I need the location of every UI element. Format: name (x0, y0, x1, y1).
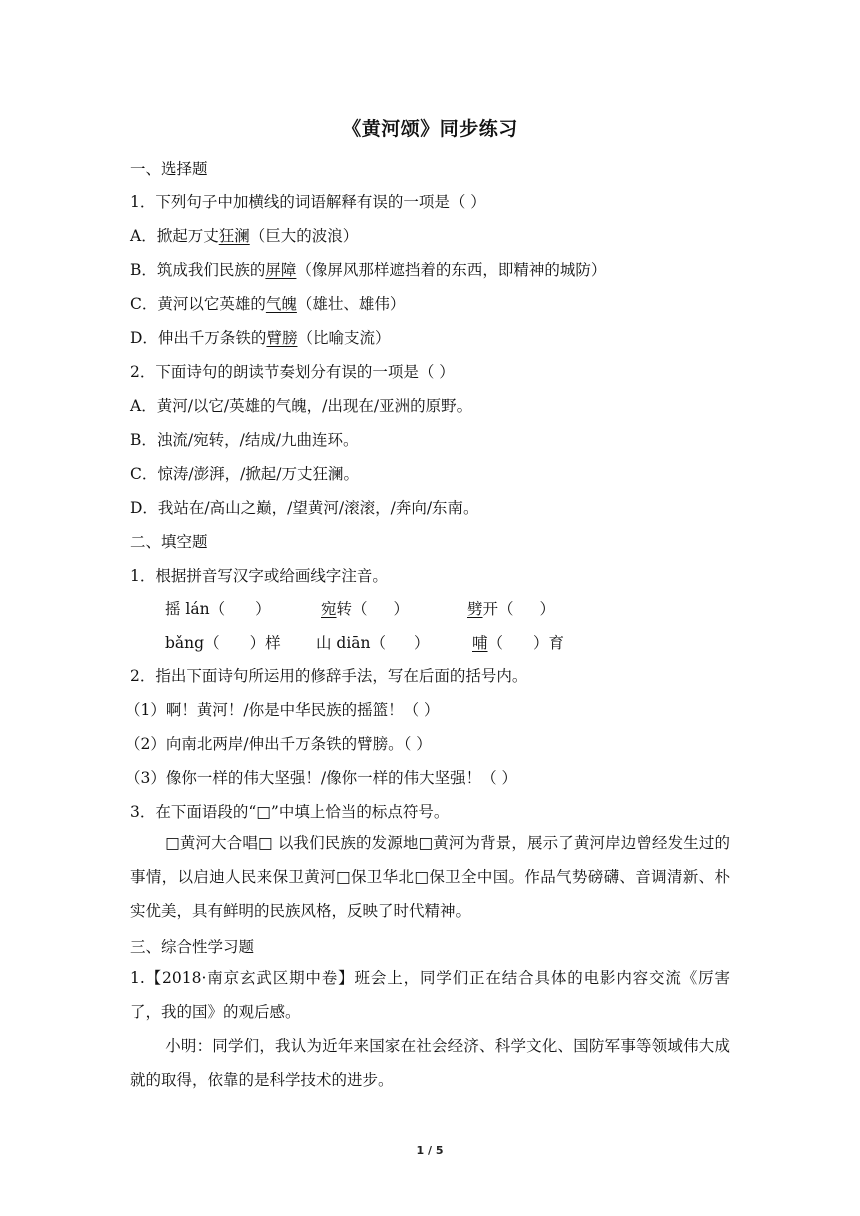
pinyin-item-2-suffix: ） (393, 600, 410, 618)
pinyin-item-4 (165, 631, 281, 653)
fill2-item-2: （2）向南北两岸/伸出千万条铁的臂膀。（ ） (125, 735, 432, 753)
section-heading-fill: 二、填空题 (130, 533, 208, 551)
page-number: 1 / 5 (416, 1144, 444, 1157)
q1-a-prefix: A．掀起万丈 (130, 227, 219, 245)
pinyin-item-1-suffix: ） (255, 600, 271, 618)
pinyin-item-2 (321, 597, 409, 619)
pinyin-item-5-prefix: 山 diān（ (316, 634, 387, 652)
q2-option-a: A．黄河/以它/英雄的气魄，/出现在/亚洲的原野。 (130, 397, 473, 415)
pinyin-item-4-prefix: bǎng（ (165, 634, 220, 652)
q1-c-prefix: C．黄河以它英雄的 (130, 295, 266, 313)
q1-d-suffix: （比喻支流） (297, 329, 391, 347)
fill1-stem: 1．根据拼音写汉字或给画线字注音。 (130, 567, 388, 585)
q2-stem: 2．下面诗句的朗读节奏划分有误的一项是（ ） (130, 363, 455, 381)
q1-a-underlined-word: 狂澜 (218, 227, 250, 245)
q1-b-suffix: （像屏风那样遮挡着的东西，即精神的城防） (296, 261, 607, 279)
pinyin-item-5 (316, 631, 430, 653)
pinyin-item-3-suffix: ） (539, 600, 556, 618)
q1-option-c (130, 292, 405, 314)
pinyin-item-2-underlined: 宛 (321, 600, 337, 618)
q2-option-b: B．浊流/宛转，/结成/九曲连环。 (130, 431, 359, 449)
q1-b-underlined-word: 屏障 (265, 261, 297, 279)
fill3-paragraph-text: □黄河大合唱□ 以我们民族的发源地□黄河为背景，展示了黄河岸边曾经发生过的事情，以启迪人民来保卫黄河□保卫华北□保卫全中国。作品气势磅礴、音调清新、朴实优美，具有鲜明的民族风格，反映了时代精神。 (130, 834, 730, 920)
comp1-stem: 1.【2018·南京玄武区期中卷】班会上，同学们正在结合具体的电影内容交流《厉害了，我的国》的观后感。 (130, 969, 730, 1021)
fill2-item-1: （1）啊！黄河！/你是中华民族的摇篮！（ ） (125, 701, 440, 719)
pinyin-item-1 (165, 597, 271, 619)
q1-option-d (130, 326, 390, 348)
q1-stem: 1．下列句子中加横线的词语解释有误的一项是（ ） (130, 193, 486, 211)
pinyin-item-1-prefix: 摇 lán（ (165, 600, 226, 618)
q1-a-suffix: （巨大的波浪） (249, 227, 359, 245)
pinyin-item-5-suffix: ） (414, 634, 430, 652)
fill2-stem: 2．指出下面诗句所运用的修辞手法，写在后面的括号内。 (130, 667, 528, 685)
q1-c-suffix: （雄壮、雄伟） (296, 295, 406, 313)
fill2-item-3: （3）像你一样的伟大坚强！/像你一样的伟大坚强！（ ） (125, 769, 518, 787)
pinyin-item-3-underlined: 劈 (467, 600, 483, 618)
pinyin-item-6 (472, 631, 564, 653)
pinyin-item-6-rest: （ (487, 634, 504, 652)
q1-c-underlined-word: 气魄 (265, 295, 297, 313)
fill3-paragraph (130, 826, 730, 928)
q1-d-prefix: D．伸出千万条铁的 (130, 329, 267, 347)
q1-d-underlined-word: 臂膀 (266, 329, 298, 347)
pinyin-item-6-underlined: 哺 (472, 634, 488, 652)
pinyin-item-3-rest: 开（ (482, 600, 514, 618)
q1-b-prefix: B．筑成我们民族的 (130, 261, 266, 279)
pinyin-item-6-suffix: ）育 (533, 634, 565, 652)
pinyin-item-2-rest: 转（ (336, 600, 368, 618)
page-title: 《黄河颂》同步练习 (342, 118, 518, 140)
comp1-xiaoming (130, 1029, 730, 1097)
q1-option-b (130, 258, 606, 280)
pinyin-item-3 (467, 597, 555, 619)
q1-option-a (130, 224, 358, 246)
comp1-xiaoming-text: 小明：同学们，我认为近年来国家在社会经济、科学文化、国防军事等领域伟大成就的取得，依靠的是科学技术的进步。 (130, 1037, 730, 1089)
q2-option-c: C．惊涛/澎湃，/掀起/万丈狂澜。 (130, 465, 360, 483)
fill3-stem: 3．在下面语段的“□”中填上恰当的标点符号。 (130, 803, 450, 821)
pinyin-item-4-suffix: ）样 (249, 634, 281, 652)
section-heading-choice: 一、选择题 (130, 160, 208, 178)
q2-option-d: D．我站在/高山之巅，/望黄河/滚滚，/奔向/东南。 (130, 499, 479, 517)
section-heading-comprehensive: 三、综合性学习题 (130, 938, 255, 956)
